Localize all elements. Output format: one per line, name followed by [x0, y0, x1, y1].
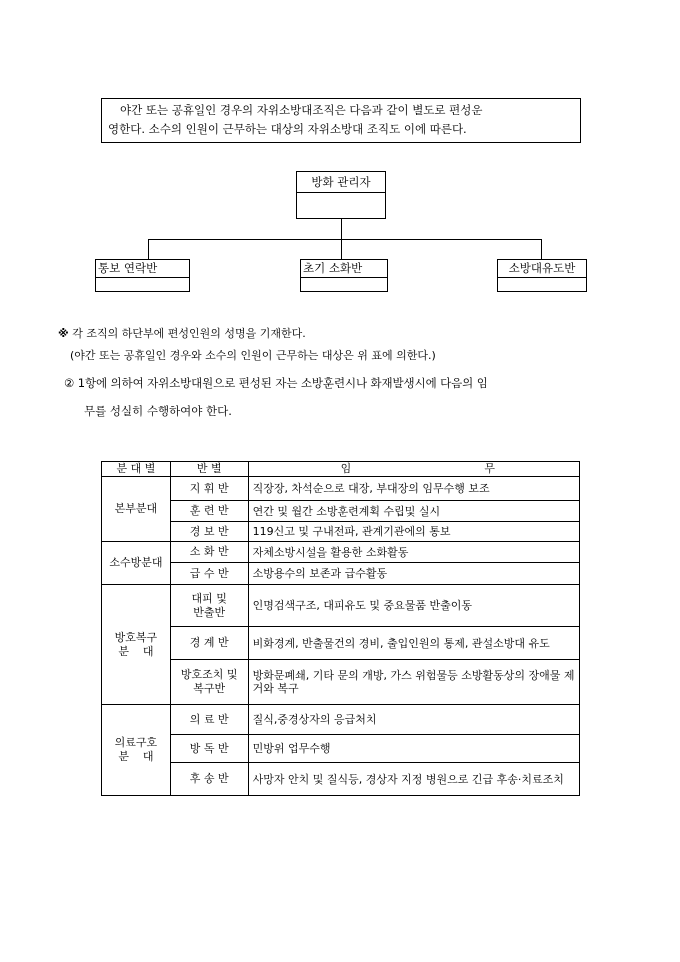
duty-text: 질식,중경상자의 응급처치: [248, 705, 579, 735]
table-row: [102, 627, 580, 660]
team-name-l1: 급 수 반: [189, 566, 229, 580]
table-header-row: [102, 462, 580, 477]
team-name: [170, 735, 248, 763]
org-connector-middle: [341, 239, 342, 259]
header-duty-1: 임: [340, 462, 352, 475]
group-name-l1: 본부분대: [114, 502, 158, 515]
paragraph-line-2: 무를 성실히 수행하여야 한다.: [84, 404, 232, 418]
team-name: [170, 522, 248, 542]
duty-text: 직장장, 차석순으로 대장, 부대장의 임무수행 보조: [248, 477, 579, 501]
org-node-title: 소방대유도반: [498, 260, 586, 278]
team-name: [170, 563, 248, 585]
duty-text: 자체소방시설을 활용한 소화활동: [248, 542, 579, 563]
team-name-l1: 방호조치 및: [180, 668, 238, 681]
table-row: [102, 501, 580, 522]
team-name: [170, 477, 248, 501]
group-name: [102, 705, 171, 796]
note-line-1: [58, 326, 658, 342]
intro-line-2: 영한다. 소수의 인원이 근무하는 대상의 자위소방대 조직도 이에 따른다.: [108, 122, 467, 136]
group-name-l2: 분 대: [118, 750, 154, 763]
group-name: [102, 542, 171, 585]
note-mark: ※: [58, 327, 69, 340]
duty-text: 민방위 업무수행: [248, 735, 579, 763]
team-name-l1: 경 계 반: [189, 636, 229, 649]
team-name-l2: 복구반: [193, 682, 226, 695]
org-node-report-team: [95, 259, 190, 292]
org-node-guide-team: [497, 259, 587, 292]
team-name-l1: 의 료 반: [189, 712, 229, 726]
team-name-l1: 훈 련 반: [189, 504, 229, 517]
note-line-2: (야간 또는 공휴일인 경우와 소수의 인원이 근무하는 대상은 위 표에 의한다.): [70, 349, 436, 362]
table-row: [102, 522, 580, 542]
team-name: [170, 542, 248, 563]
table-row: [102, 563, 580, 585]
duty-table: [101, 461, 580, 796]
duty-text: 소방용수의 보존과 급수활동: [248, 563, 579, 585]
table-row: [102, 705, 580, 735]
group-name: [102, 477, 171, 542]
org-node-extinguish-team: [300, 259, 388, 292]
table-row: [102, 477, 580, 501]
team-name-l1: 대피 및: [191, 591, 227, 605]
group-name-l1: 의료구호: [114, 736, 158, 749]
group-name: [102, 585, 171, 705]
org-node-title: 방화 관리자: [297, 172, 385, 193]
team-name: [170, 763, 248, 796]
team-name-l2: 반출반: [193, 605, 226, 619]
group-name-l1: 방호복구: [114, 630, 158, 644]
team-name-l1: 후 송 반: [189, 772, 229, 785]
header-group: 분 대 별: [102, 462, 171, 477]
header-team: 반 별: [170, 462, 248, 477]
duty-text: 인명검색구조, 대피유도 및 중요물품 반출이동: [248, 585, 579, 627]
table-row: [102, 763, 580, 796]
paragraph-line-1: ② 1항에 의하여 자위소방대원으로 편성된 자는 소방훈련시나 화재발생시에 다음의 임: [64, 376, 488, 390]
org-connector-right: [541, 239, 542, 259]
duty-text: 연간 및 월간 소방훈련계획 수립및 실시: [248, 501, 579, 522]
team-name-l1: 방 독 반: [189, 741, 229, 755]
team-name: [170, 585, 248, 627]
table-row: [102, 660, 580, 705]
header-duty-2: 무: [484, 462, 495, 475]
header-duty: [248, 462, 579, 477]
table-row: [102, 735, 580, 763]
group-name-l1: 소수방분대: [109, 556, 163, 569]
duty-text: 비화경계, 반출물건의 경비, 출입인원의 통제, 관설소방대 유도: [248, 627, 579, 660]
table-row: [102, 542, 580, 563]
note-text-1: 각 조직의 하단부에 편성인원의 성명을 기재한다.: [72, 327, 306, 340]
org-connector-vertical: [341, 219, 342, 239]
team-name: [170, 501, 248, 522]
team-name: [170, 660, 248, 705]
org-connector-horizontal: [148, 239, 542, 240]
table-row: [102, 585, 580, 627]
org-connector-left: [148, 239, 149, 259]
org-node-title: 초기 소화반: [301, 260, 387, 278]
org-node-title: 통보 연락반: [96, 260, 189, 278]
team-name: [170, 627, 248, 660]
team-name: [170, 705, 248, 735]
team-name-l1: 경 보 반: [189, 524, 229, 538]
team-name-l1: 소 화 반: [189, 545, 229, 558]
duty-text: 119신고 및 구내전파, 관계기관에의 통보: [248, 522, 579, 542]
group-name-l2: 분 대: [118, 644, 154, 658]
intro-box: [101, 98, 581, 143]
duty-text: 사망자 안치 및 질식등, 경상자 지정 병원으로 긴급 후송·치료조치: [248, 763, 579, 796]
intro-line-1: 야간 또는 공휴일인 경우의 자위소방대조직은 다음과 같이 별도로 편성운: [120, 103, 483, 117]
duty-text: 방화문폐쇄, 기타 문의 개방, 가스 위험물등 소방활동상의 장애물 제거와 복구: [248, 660, 579, 705]
org-node-fire-manager: [296, 171, 386, 219]
team-name-l1: 지 휘 반: [189, 481, 229, 495]
